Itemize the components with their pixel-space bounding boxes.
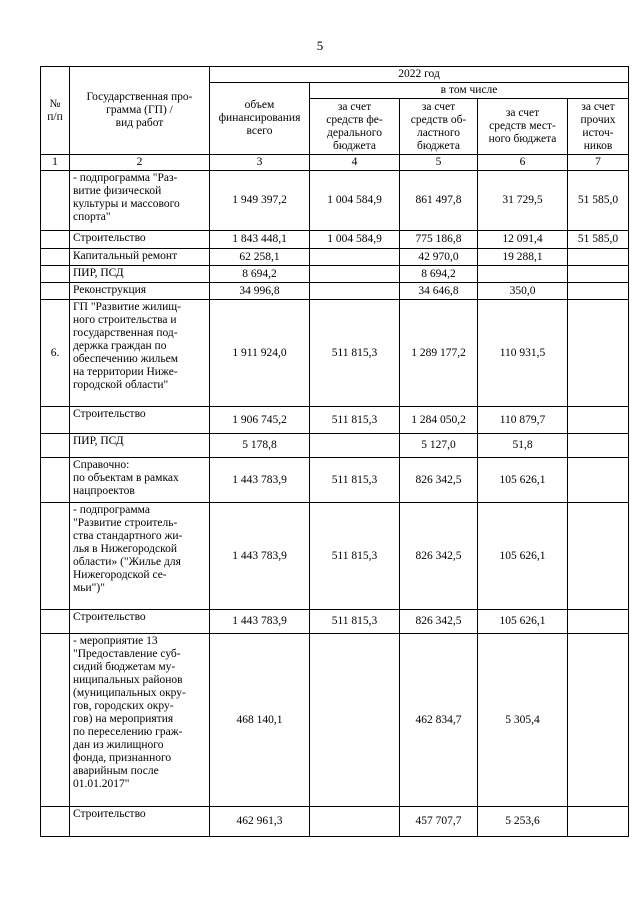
row-total: 1 443 783,9	[210, 610, 310, 634]
row-federal	[310, 283, 400, 300]
row-other	[568, 634, 629, 807]
row-name: Справочно: по объектам в рамках нацпроектов	[70, 458, 210, 503]
row-index	[41, 266, 70, 283]
row-name: - мероприятие 13 "Предоставление суб- сидий бюджетам му- ниципальных районов (муниципальных окру- гов, городских окру- гов) на мероприятия по переселению граж- дан из жилищного фонда, признанного аварийным после 01.01.2017"	[70, 634, 210, 807]
column-number: 2	[70, 155, 210, 171]
header-local: за счет средств мест- ного бюджета	[478, 99, 568, 155]
table-row	[41, 300, 629, 407]
row-other	[568, 407, 629, 434]
header-program-name: Государственная про- грамма (ГП) / вид работ	[70, 67, 210, 155]
table-row	[41, 434, 629, 458]
header-including: в том числе	[310, 83, 629, 99]
row-name: Строительство	[70, 407, 210, 434]
table-row	[41, 407, 629, 434]
row-name: - подпрограмма "Раз- витие физической культуры и массового спорта"	[70, 171, 210, 231]
row-federal	[310, 266, 400, 283]
column-number: 3	[210, 155, 310, 171]
row-federal: 511 815,3	[310, 407, 400, 434]
row-federal: 1 004 584,9	[310, 171, 400, 231]
row-index	[41, 407, 70, 434]
row-other	[568, 434, 629, 458]
row-total: 1 443 783,9	[210, 503, 310, 610]
header-total: объем финансирования всего	[210, 83, 310, 155]
row-regional: 861 497,8	[400, 171, 478, 231]
row-name: Строительство	[70, 231, 210, 249]
column-number: 6	[478, 155, 568, 171]
row-local: 12 091,4	[478, 231, 568, 249]
row-federal: 511 815,3	[310, 458, 400, 503]
row-total: 1 949 397,2	[210, 171, 310, 231]
row-federal	[310, 634, 400, 807]
row-index	[41, 458, 70, 503]
row-name: ПИР, ПСД	[70, 266, 210, 283]
row-federal	[310, 807, 400, 837]
row-local: 110 931,5	[478, 300, 568, 407]
row-index	[41, 503, 70, 610]
row-total: 1 906 745,2	[210, 407, 310, 434]
table-row	[41, 807, 629, 837]
row-other	[568, 283, 629, 300]
row-federal: 1 004 584,9	[310, 231, 400, 249]
row-local: 5 305,4	[478, 634, 568, 807]
row-name: Капитальный ремонт	[70, 249, 210, 266]
row-index	[41, 249, 70, 266]
row-name: - подпрограмма "Развитие строитель- ства стандартного жи- лья в Нижегородской области» ("Жилье для Нижегородской се- мьи")"	[70, 503, 210, 610]
row-total: 462 961,3	[210, 807, 310, 837]
row-index	[41, 807, 70, 837]
row-total: 1 843 448,1	[210, 231, 310, 249]
row-name: Строительство	[70, 807, 210, 837]
table-row	[41, 266, 629, 283]
row-total: 5 178,8	[210, 434, 310, 458]
row-federal: 511 815,3	[310, 503, 400, 610]
row-local: 350,0	[478, 283, 568, 300]
header-year: 2022 год	[210, 67, 629, 83]
row-regional: 5 127,0	[400, 434, 478, 458]
row-total: 468 140,1	[210, 634, 310, 807]
row-other	[568, 807, 629, 837]
column-number: 5	[400, 155, 478, 171]
row-name: Реконструкция	[70, 283, 210, 300]
row-other	[568, 266, 629, 283]
row-local	[478, 266, 568, 283]
row-total: 1 443 783,9	[210, 458, 310, 503]
row-other: 51 585,0	[568, 231, 629, 249]
column-number: 7	[568, 155, 629, 171]
row-local: 105 626,1	[478, 458, 568, 503]
row-regional: 826 342,5	[400, 503, 478, 610]
column-numbers-row	[41, 155, 629, 171]
table-row	[41, 249, 629, 266]
row-other	[568, 249, 629, 266]
table-row	[41, 634, 629, 807]
row-local: 51,8	[478, 434, 568, 458]
row-local: 19 288,1	[478, 249, 568, 266]
row-index	[41, 610, 70, 634]
row-index	[41, 231, 70, 249]
row-name: ПИР, ПСД	[70, 434, 210, 458]
row-other	[568, 610, 629, 634]
row-total: 34 996,8	[210, 283, 310, 300]
table-row	[41, 283, 629, 300]
column-number: 1	[41, 155, 70, 171]
row-index	[41, 434, 70, 458]
row-federal	[310, 434, 400, 458]
row-local: 31 729,5	[478, 171, 568, 231]
row-name: Строительство	[70, 610, 210, 634]
table-row	[41, 458, 629, 503]
row-local: 5 253,6	[478, 807, 568, 837]
row-regional: 457 707,7	[400, 807, 478, 837]
row-federal: 511 815,3	[310, 610, 400, 634]
row-index: 6.	[41, 300, 70, 407]
row-regional: 826 342,5	[400, 458, 478, 503]
header-regional: за счет средств об- ластного бюджета	[400, 99, 478, 155]
row-local: 105 626,1	[478, 610, 568, 634]
row-other	[568, 300, 629, 407]
row-other	[568, 503, 629, 610]
row-local: 110 879,7	[478, 407, 568, 434]
header-other: за счет прочих источ- ников	[568, 99, 629, 155]
row-total: 8 694,2	[210, 266, 310, 283]
row-name: ГП "Развитие жилищ- ного строительства и государственная под- держка граждан по обеспечению жильем на территории Ниже- городской области"	[70, 300, 210, 407]
table-row	[41, 171, 629, 231]
table-row	[41, 610, 629, 634]
row-index	[41, 634, 70, 807]
row-regional: 1 289 177,2	[400, 300, 478, 407]
table-row	[41, 503, 629, 610]
row-other	[568, 458, 629, 503]
row-regional: 34 646,8	[400, 283, 478, 300]
column-number: 4	[310, 155, 400, 171]
row-federal	[310, 249, 400, 266]
financing-table	[40, 66, 629, 837]
header-federal: за счет средств фе- дерального бюджета	[310, 99, 400, 155]
row-total: 62 258,1	[210, 249, 310, 266]
row-index	[41, 171, 70, 231]
table-row	[41, 231, 629, 249]
row-regional: 826 342,5	[400, 610, 478, 634]
row-regional: 775 186,8	[400, 231, 478, 249]
row-total: 1 911 924,0	[210, 300, 310, 407]
header-index: № п/п	[41, 67, 70, 155]
row-regional: 8 694,2	[400, 266, 478, 283]
row-regional: 42 970,0	[400, 249, 478, 266]
row-federal: 511 815,3	[310, 300, 400, 407]
row-index	[41, 283, 70, 300]
row-regional: 462 834,7	[400, 634, 478, 807]
page-number: 5	[316, 38, 324, 53]
row-local: 105 626,1	[478, 503, 568, 610]
row-other: 51 585,0	[568, 171, 629, 231]
row-regional: 1 284 050,2	[400, 407, 478, 434]
